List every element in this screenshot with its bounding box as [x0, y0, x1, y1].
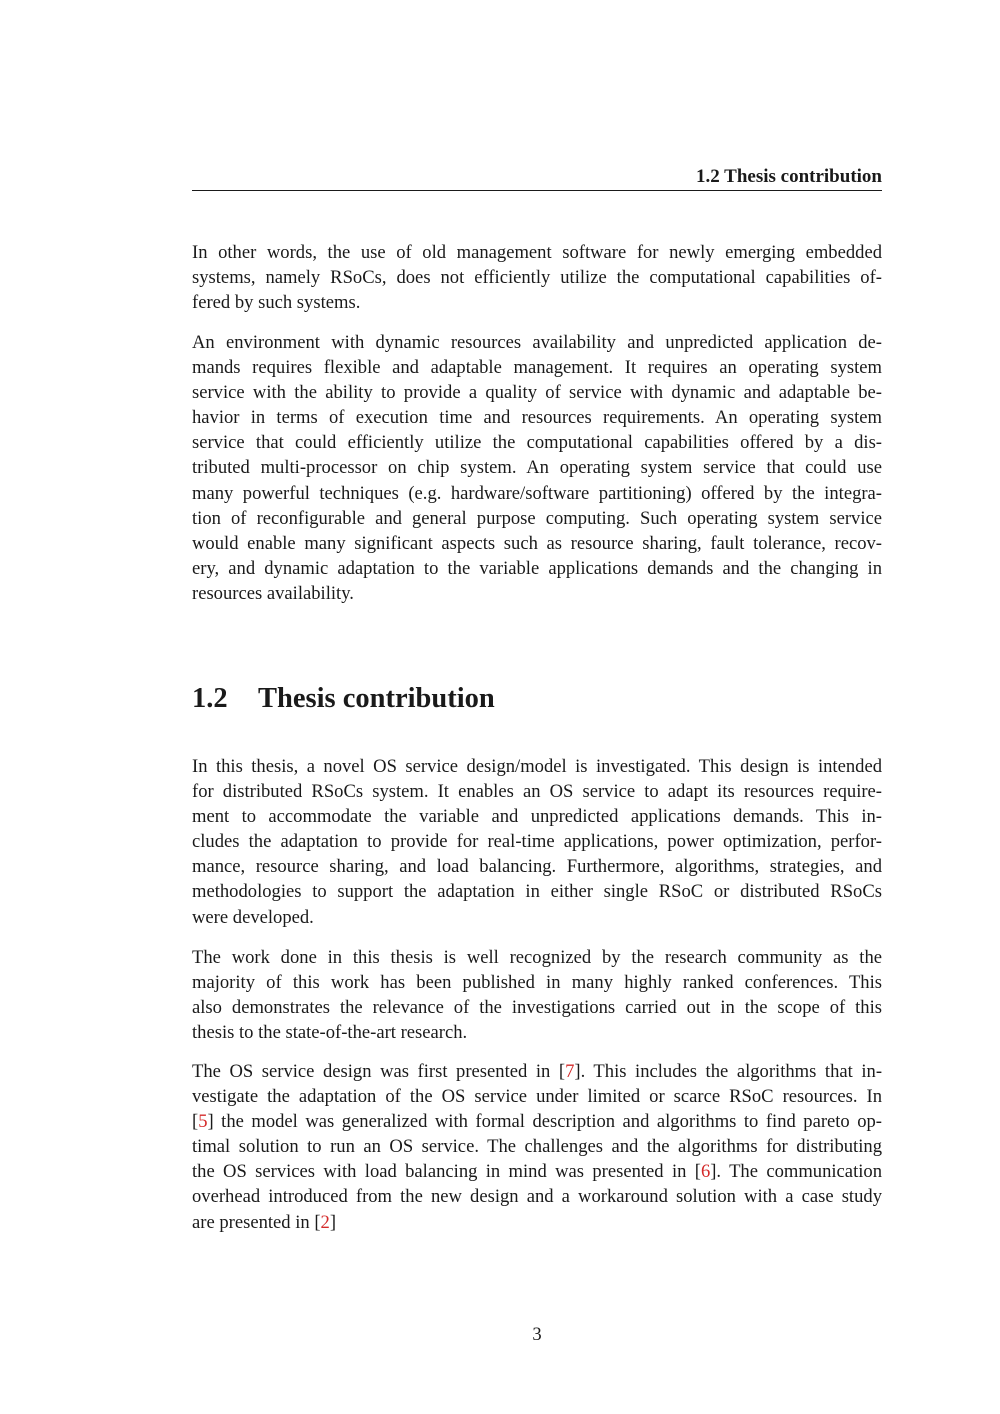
text-line: tributed multi-processor on chip system. An operating system service that could use [192, 457, 882, 479]
header-rule [192, 190, 882, 191]
text-line: cludes the adaptation to provide for real-time applications, power optimization, perfor- [192, 831, 882, 853]
citation-link-2[interactable]: 2 [320, 1211, 330, 1233]
text-line: timal solution to run an OS service. The challenges and the algorithms for distributing [192, 1136, 882, 1158]
text-line: service with the ability to provide a quality of service with dynamic and adaptable be- [192, 382, 882, 404]
text-line: mands requires flexible and adaptable management. It requires an operating system [192, 357, 882, 379]
text-run: [ [192, 1111, 199, 1133]
text-line: methodologies to support the adaptation in either single RSoC or distributed RSoCs [192, 881, 882, 903]
text-line: systems, namely RSoCs, does not efficiently utilize the computational capabilities of- [192, 267, 882, 289]
paragraph-3 [192, 754, 882, 930]
citation-link-6[interactable]: 6 [700, 1161, 711, 1183]
paragraph-2 [192, 330, 882, 606]
text-line [192, 1059, 882, 1084]
text-line: fered by such systems. [192, 292, 361, 314]
page-number: 3 [532, 1324, 542, 1345]
text-run: ]. The communication [710, 1161, 882, 1183]
section-heading [192, 681, 495, 717]
text-line: havior in terms of execution time and resources requirements. An operating system [192, 407, 882, 429]
text-line: many powerful techniques (e.g. hardware/software partitioning) offered by the integra- [192, 482, 882, 504]
text-line: resources availability. [192, 582, 354, 604]
text-line: ery, and dynamic adaptation to the variable applications demands and the changing in [192, 557, 882, 579]
text-line: tion of reconfigurable and general purpose computing. Such operating system service [192, 507, 882, 529]
text-line [192, 1159, 882, 1184]
paragraph-4 [192, 945, 882, 1045]
text-line: mance, resource sharing, and load balancing. Furthermore, algorithms, strategies, and [192, 856, 882, 878]
text-line: majority of this work has been published in many highly ranked conferences. This [192, 972, 882, 994]
text-line: An environment with dynamic resources availability and unpredicted application de- [192, 332, 882, 353]
text-line: The work done in this thesis is well recognized by the research community as the [192, 947, 882, 968]
section-number: 1.2 [192, 683, 228, 714]
text-run: ]. This includes the algorithms that in- [574, 1061, 883, 1082]
text-line: vestigate the adaptation of the OS service under limited or scarce RSoC resources. In [192, 1086, 882, 1108]
text-run: ] the model was generalized with formal description and algorithms to find pareto op- [207, 1111, 882, 1133]
section-title: Thesis contribution [258, 683, 495, 714]
text-line: also demonstrates the relevance of the investigations carried out in the scope of this [192, 997, 882, 1019]
text-line [192, 1109, 882, 1134]
text-line: service that could efficiently utilize the computational capabilities offered by a dis- [192, 432, 882, 454]
paragraph-1 [192, 240, 882, 315]
text-line: were developed. [192, 906, 314, 928]
text-line [192, 1210, 882, 1235]
paragraph-5 [192, 1059, 882, 1235]
text-line: overhead introduced from the new design and a workaround solution with a case study [192, 1186, 882, 1208]
text-line: thesis to the state-of-the-art research. [192, 1022, 468, 1044]
text-run: are presented in [ [192, 1211, 321, 1233]
running-head: 1.2 Thesis contribution [696, 166, 882, 187]
text-line: In other words, the use of old management software for newly emerging embedded [192, 242, 882, 263]
text-line: would enable many significant aspects such as resource sharing, fault tolerance, recov- [192, 532, 882, 554]
citation-link-5[interactable]: 5 [198, 1111, 208, 1133]
citation-link-7[interactable]: 7 [565, 1061, 575, 1082]
text-run: the OS services with load balancing in mind was presented in [ [192, 1161, 701, 1183]
text-line: for distributed RSoCs system. It enables an OS service to adapt its resources require- [192, 781, 882, 803]
paper-page [192, 0, 882, 1414]
text-line: ment to accommodate the variable and unpredicted applications demands. This in- [192, 806, 882, 828]
text-run: The OS service design was first presented in [ [192, 1061, 566, 1082]
text-run: ] [329, 1211, 337, 1233]
text-line: In this thesis, a novel OS service design/model is investigated. This design is intended [192, 756, 882, 777]
